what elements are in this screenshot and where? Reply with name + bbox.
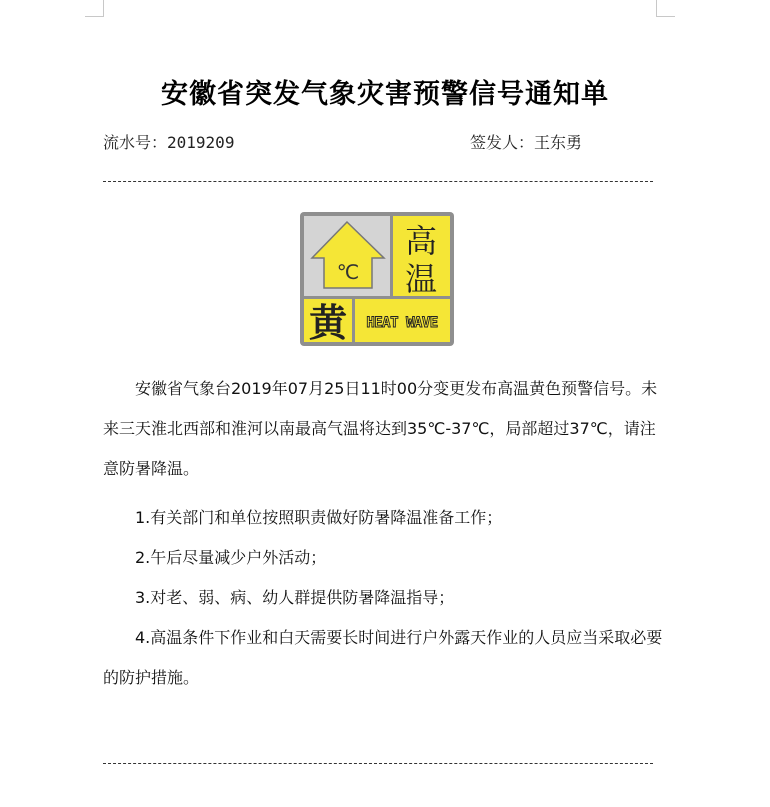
measure-text: 3.对老、弱、病、幼人群提供防暑降温指导； xyxy=(135,588,455,607)
dashed-divider-bottom xyxy=(103,763,653,764)
signer-label: 签发人： xyxy=(470,133,535,152)
page-corner-mark-right xyxy=(656,0,675,17)
serial-label: 流水号： xyxy=(103,133,168,152)
measure-item xyxy=(103,618,663,698)
notice-intro-paragraph xyxy=(103,369,663,489)
measure-item xyxy=(103,578,663,618)
intro-text: 安徽省气象台2019年07月25日11时00分变更发布高温黄色预警信号。未来三天淮北西部和淮河以南最高气温将达到35℃-37℃，局部超过37℃，请注意防暑降温。 xyxy=(103,379,658,478)
measure-text: 4.高温条件下作业和白天需要长时间进行户外露天作业的人员应当采取必要的防护措施。 xyxy=(103,628,663,687)
dashed-divider-top xyxy=(103,181,653,182)
measure-item xyxy=(103,498,663,538)
sign-level-text: 黄 xyxy=(308,301,348,342)
serial-value: 2019209 xyxy=(167,133,235,152)
signer xyxy=(470,130,582,153)
heat-wave-warning-sign-icon xyxy=(300,212,454,346)
measure-item xyxy=(103,538,663,578)
document-title: 安徽省突发气象灾害预警信号通知单 xyxy=(161,79,609,110)
signer-value: 王东勇 xyxy=(534,133,583,152)
sign-text-bottom: 温 xyxy=(404,260,438,298)
measure-text: 1.有关部门和单位按照职责做好防暑降温准备工作； xyxy=(135,508,503,527)
sign-text-top: 高 xyxy=(404,222,438,260)
page-corner-mark-left xyxy=(85,0,104,17)
sign-unit-text: ℃ xyxy=(336,260,360,284)
measure-text: 2.午后尽量减少户外活动； xyxy=(135,548,327,567)
serial-number xyxy=(103,130,234,153)
sign-english-text: HEAT WAVE xyxy=(366,315,438,331)
